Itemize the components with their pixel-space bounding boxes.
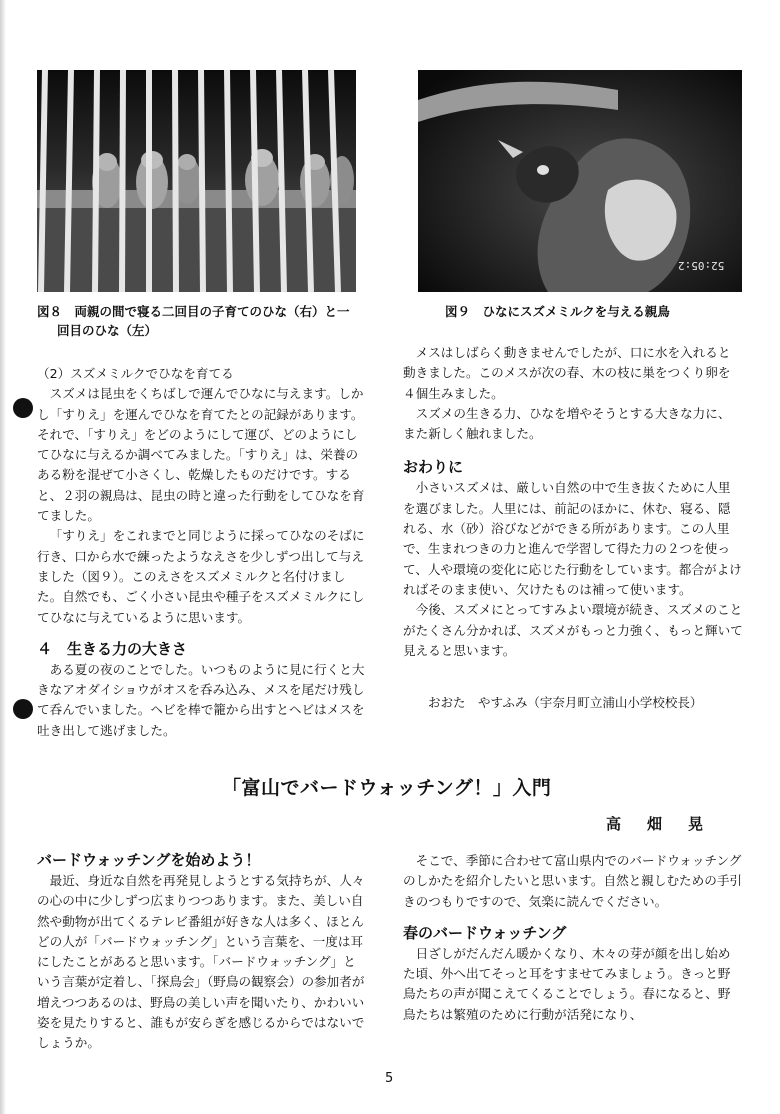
left-column: [37, 364, 367, 741]
figure-8-caption-line2: 回目のひな（左）: [57, 323, 158, 338]
photo-timestamp: 52:05:2: [677, 259, 724, 272]
article2-right-paragraph-2: 日ざしがだんだん暖かくなり、木々の芽が顔を出し始めた頃、外へ出てそっと耳をすませてみましょう。きっと野鳥たちの声が聞こえてくることでしょう。春になると、野鳥たちは繁殖のために行動が活発になり、: [403, 945, 731, 1022]
article-author: 高畑晃: [606, 815, 730, 833]
section-heading-ikiru-chikara: ４ 生きる力の大きさ: [37, 639, 188, 658]
article2-left-column: [37, 849, 367, 1054]
figure-9-photo: [418, 70, 742, 292]
heading-birdwatching-start: バードウォッチングを始めよう！: [37, 851, 261, 869]
right-paragraph-3: 小さいスズメは、厳しい自然の中で生き抜くために人里を選びました。人里には、前記のほかに、休む、寝る、隠れる、水（砂）浴びなどができる所があります。この人里で、生まれつきの力と進んで学習して得た力の２つを使って、人や環境の変化に応じた行動をしています。都合がよければそのまま使い、欠けたものは補って使います。: [403, 480, 742, 597]
right-paragraph-4: 今後、スズメにとってすみよい環境が続き、スズメのことがたくさん分かれば、スズメがもっと力強く、もっと輝いて見えると思います。: [403, 602, 743, 658]
subheading-suzume-milk: （2）スズメミルクでひなを育てる: [37, 366, 234, 381]
figure-9-caption: 図９ ひなにスズメミルクを与える親鳥: [445, 304, 670, 319]
right-column: [403, 343, 743, 661]
cage-birds-image: [37, 70, 356, 292]
author-byline: おおた やすふみ（宇奈月町立浦山小学校校長）: [428, 695, 703, 710]
figure-8-caption: [37, 302, 372, 340]
figure-8-caption-line1: 図８ 両親の間で寝る二回目の子育てのひな（右）と一: [37, 304, 350, 319]
page-number: 5: [385, 1071, 394, 1086]
right-paragraph-2: スズメの生きる力、ひなを増やそうとする大きな力に、また新しく触れました。: [403, 405, 731, 442]
right-paragraph-1: メスはしばらく動きませんでしたが、口に水を入れると動きました。このメスが次の春、木の枝に巣をつくり卵を４個生みました。: [403, 345, 731, 401]
figure-8-photo: [37, 70, 356, 292]
binder-hole-top: [13, 398, 33, 418]
left-paragraph-3: ある夏の夜のことでした。いつものように見に行くと大きなアオダイショウがオスを呑み込み、メスを尾だけ残して呑んでいました。ヘビを棒で籠から出すとヘビはメスを吐き出して逃げました。: [37, 661, 365, 738]
binder-hole-bottom: [13, 699, 33, 719]
left-paragraph-2: 「すりえ」をこれまでと同じように採ってひなのそばに行き、口から水で練ったようなえさを少しずつ出して与えました（図９）。このえさをスズメミルクと名付けました。自然でも、ごく小さい昆虫や種子をスズメミルクにしてひなに与えているように思います。: [37, 528, 365, 625]
article2-left-paragraph-1: 最近、身近な自然を再発見しようとする気持ちが、人々の心の中に少しずつ広まりつつあります。また、美しい自然や動物が出てくるテレビ番組が好きな人は多く、ほとんどの人が「バードウォッチング」という言葉を、一度は耳にしたことがあると思います。「バードウォッチング」という言葉が定着し、「探鳥会」（野鳥の観察会）の参加者が増えつつあるのは、野鳥の美しい声を聞いたり、かわいい姿を見たりすると、誰もが安らぎを感じるからではないでしょうか。: [37, 873, 365, 1051]
article2-right-column: [403, 851, 743, 1025]
page-edge-shadow: [0, 0, 6, 1114]
article2-right-paragraph-1: そこで、季節に合わせて富山県内でのバードウォッチングのしかたを紹介したいと思います。自然と親しむための手引きのつもりですので、気楽に読んでください。: [403, 853, 743, 909]
section-heading-owarini: おわりに: [403, 458, 464, 477]
article-title: 「富山でバードウォッチング！」入門: [222, 777, 552, 799]
left-paragraph-1: スズメは昆虫をくちばしで運んでひなに与えます。しかし「すりえ」を運んでひなを育てたとの記録があります。それで、「すりえ」をどのようにして運び、どのようにしてひなに与えるか調べてみました。「すりえ」は、栄養のある粉を混ぜて小さくし、乾燥したものだけです。すると、２羽の親鳥は、昆虫の時と違った行動をしてひなを育てました。: [37, 386, 365, 524]
heading-spring-birdwatching: 春のバードウォッチング: [403, 923, 567, 942]
